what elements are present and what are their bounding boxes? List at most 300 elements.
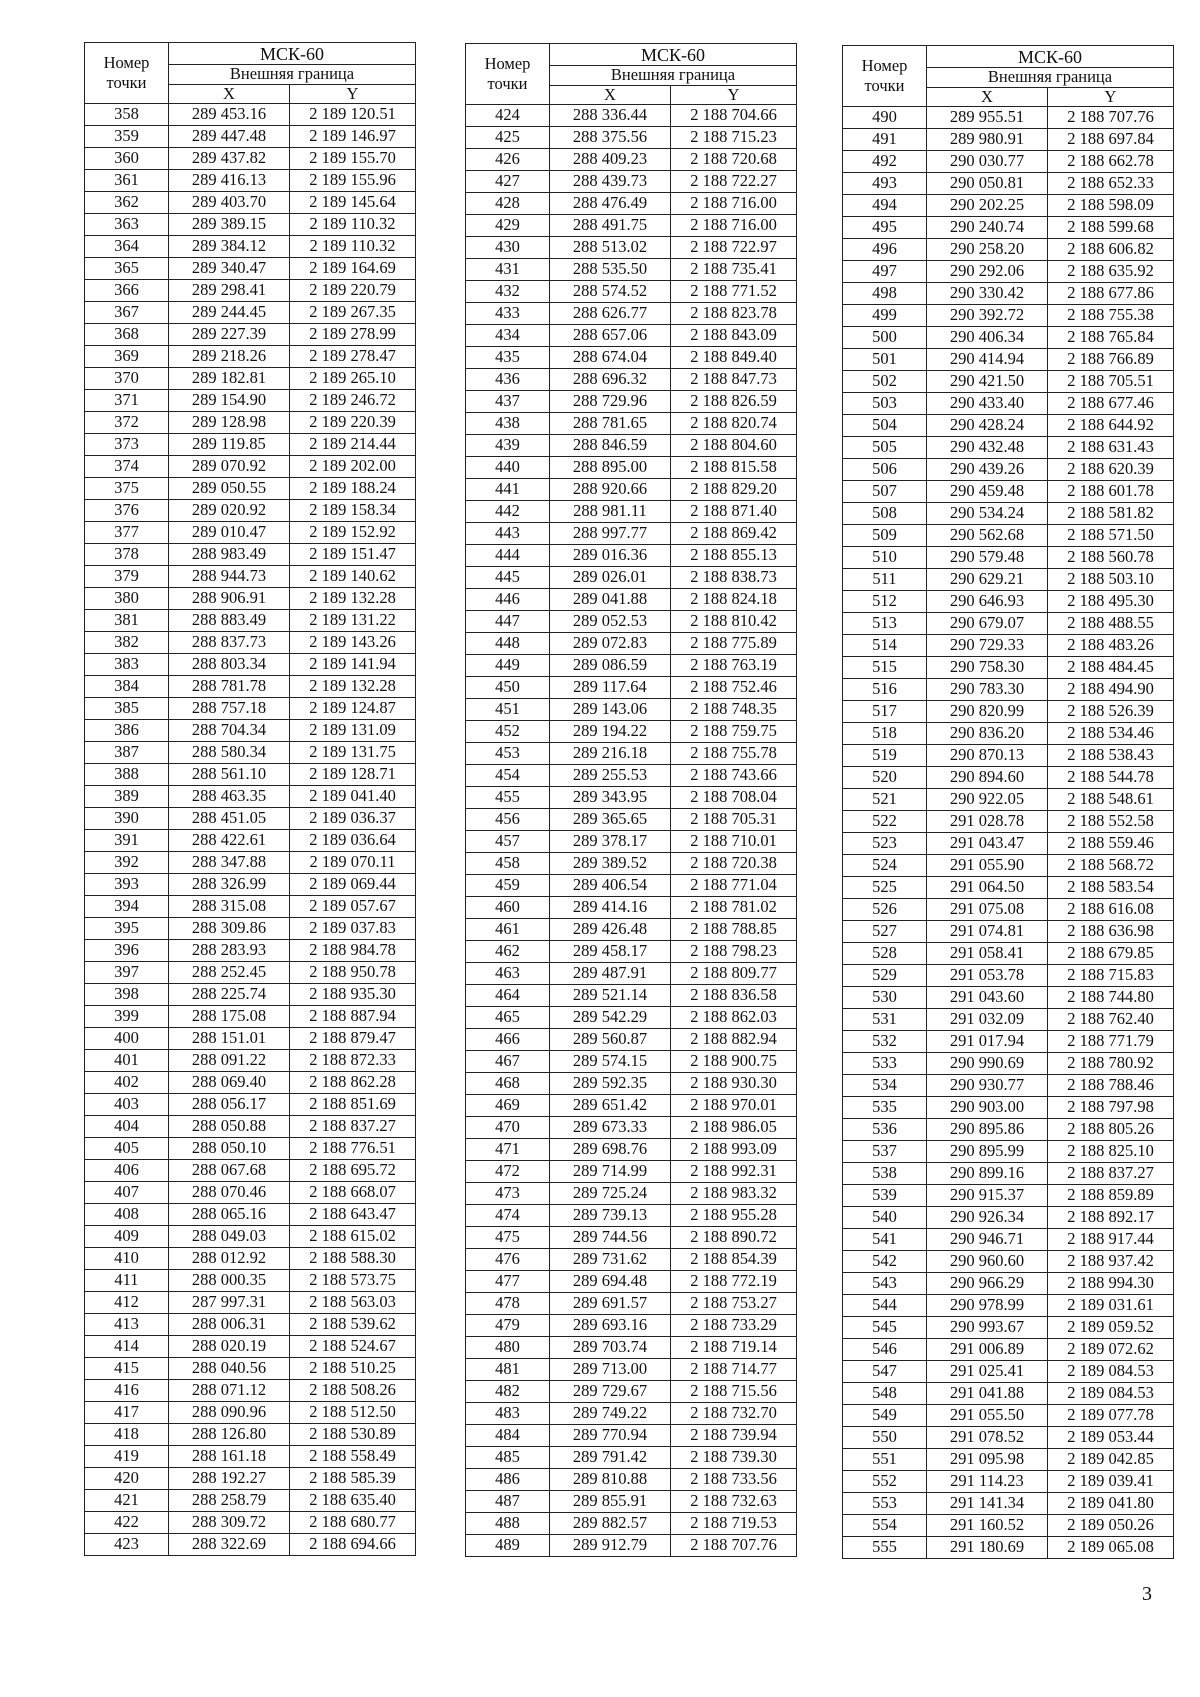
x-coordinate-cell: 290 903.00 — [927, 1097, 1048, 1119]
table-row — [843, 261, 1174, 283]
y-coordinate-cell: 2 188 733.29 — [671, 1315, 797, 1337]
point-number-cell: 448 — [466, 633, 550, 655]
x-coordinate-cell: 288 983.49 — [169, 544, 290, 566]
y-coordinate-cell: 2 189 059.52 — [1048, 1317, 1174, 1339]
y-coordinate-cell: 2 189 278.99 — [290, 324, 416, 346]
point-number-cell: 418 — [85, 1424, 169, 1446]
point-number-cell: 369 — [85, 346, 169, 368]
y-coordinate-cell: 2 188 892.17 — [1048, 1207, 1174, 1229]
y-coordinate-cell: 2 189 065.08 — [1048, 1537, 1174, 1559]
y-coordinate-cell: 2 188 601.78 — [1048, 481, 1174, 503]
y-coordinate-cell: 2 188 694.66 — [290, 1534, 416, 1556]
point-number-cell: 405 — [85, 1138, 169, 1160]
y-coordinate-cell: 2 188 772.19 — [671, 1271, 797, 1293]
x-coordinate-cell: 291 006.89 — [927, 1339, 1048, 1361]
point-number-cell: 551 — [843, 1449, 927, 1471]
x-coordinate-cell: 289 426.48 — [550, 919, 671, 941]
x-coordinate-cell: 289 154.90 — [169, 390, 290, 412]
x-coordinate-cell: 288 000.35 — [169, 1270, 290, 1292]
x-coordinate-cell: 288 326.99 — [169, 874, 290, 896]
x-coordinate-cell: 291 041.88 — [927, 1383, 1048, 1405]
point-number-cell: 536 — [843, 1119, 927, 1141]
point-number-cell: 450 — [466, 677, 550, 699]
x-coordinate-cell: 291 074.81 — [927, 921, 1048, 943]
x-coordinate-cell: 289 117.64 — [550, 677, 671, 699]
table-row — [85, 456, 416, 478]
y-coordinate-cell: 2 188 781.02 — [671, 897, 797, 919]
table-row — [85, 1512, 416, 1534]
x-coordinate-cell: 289 739.13 — [550, 1205, 671, 1227]
y-coordinate-cell: 2 188 743.66 — [671, 765, 797, 787]
point-number-cell: 534 — [843, 1075, 927, 1097]
point-number-cell: 439 — [466, 435, 550, 457]
point-number-cell: 464 — [466, 985, 550, 1007]
x-coordinate-cell: 289 414.16 — [550, 897, 671, 919]
y-coordinate-cell: 2 189 110.32 — [290, 236, 416, 258]
x-coordinate-cell: 289 521.14 — [550, 985, 671, 1007]
y-coordinate-cell: 2 189 042.85 — [1048, 1449, 1174, 1471]
y-coordinate-cell: 2 188 484.45 — [1048, 657, 1174, 679]
x-column-header: X — [169, 85, 290, 104]
point-number-cell: 478 — [466, 1293, 550, 1315]
point-number-cell: 552 — [843, 1471, 927, 1493]
y-coordinate-cell: 2 189 077.78 — [1048, 1405, 1174, 1427]
point-number-header — [843, 46, 927, 107]
point-number-cell: 488 — [466, 1513, 550, 1535]
table-row — [466, 655, 797, 677]
table-row — [843, 1383, 1174, 1405]
y-coordinate-cell: 2 188 679.85 — [1048, 943, 1174, 965]
table-row — [85, 1006, 416, 1028]
y-coordinate-cell: 2 188 704.66 — [671, 105, 797, 127]
point-number-header — [85, 43, 169, 104]
table-row — [85, 1446, 416, 1468]
x-coordinate-cell: 288 580.34 — [169, 742, 290, 764]
point-number-cell: 415 — [85, 1358, 169, 1380]
y-coordinate-cell: 2 188 705.31 — [671, 809, 797, 831]
table-row — [85, 830, 416, 852]
x-coordinate-cell: 288 091.22 — [169, 1050, 290, 1072]
table-row — [85, 1050, 416, 1072]
point-number-cell: 508 — [843, 503, 927, 525]
x-coordinate-cell: 289 731.62 — [550, 1249, 671, 1271]
y-coordinate-cell: 2 189 246.72 — [290, 390, 416, 412]
point-number-cell: 530 — [843, 987, 927, 1009]
y-coordinate-cell: 2 188 644.92 — [1048, 415, 1174, 437]
table-row — [466, 1117, 797, 1139]
y-coordinate-cell: 2 188 588.30 — [290, 1248, 416, 1270]
x-coordinate-cell: 291 043.60 — [927, 987, 1048, 1009]
point-number-cell: 402 — [85, 1072, 169, 1094]
x-coordinate-cell: 290 050.81 — [927, 173, 1048, 195]
point-number-cell: 465 — [466, 1007, 550, 1029]
table-row — [85, 544, 416, 566]
point-number-cell: 544 — [843, 1295, 927, 1317]
table-row — [843, 899, 1174, 921]
y-coordinate-cell: 2 189 131.09 — [290, 720, 416, 742]
point-number-cell: 540 — [843, 1207, 927, 1229]
table-row — [843, 283, 1174, 305]
x-coordinate-cell: 291 160.52 — [927, 1515, 1048, 1537]
table-row — [843, 591, 1174, 613]
point-number-cell: 505 — [843, 437, 927, 459]
x-coordinate-cell: 289 194.22 — [550, 721, 671, 743]
table-row — [843, 503, 1174, 525]
y-coordinate-cell: 2 188 887.94 — [290, 1006, 416, 1028]
y-coordinate-cell: 2 188 716.00 — [671, 193, 797, 215]
table-row — [466, 1227, 797, 1249]
y-coordinate-cell: 2 188 558.49 — [290, 1446, 416, 1468]
boundary-header: Внешняя граница — [169, 65, 416, 85]
point-number-cell: 452 — [466, 721, 550, 743]
x-coordinate-cell: 290 946.71 — [927, 1229, 1048, 1251]
table-row — [466, 1293, 797, 1315]
point-number-cell: 433 — [466, 303, 550, 325]
x-coordinate-cell: 288 161.18 — [169, 1446, 290, 1468]
table-row — [85, 148, 416, 170]
point-number-cell: 391 — [85, 830, 169, 852]
y-coordinate-cell: 2 188 662.78 — [1048, 151, 1174, 173]
y-coordinate-cell: 2 188 539.62 — [290, 1314, 416, 1336]
x-coordinate-cell: 288 126.80 — [169, 1424, 290, 1446]
table-row — [843, 1515, 1174, 1537]
point-number-cell: 463 — [466, 963, 550, 985]
point-number-cell: 517 — [843, 701, 927, 723]
y-coordinate-cell: 2 188 739.30 — [671, 1447, 797, 1469]
table-row — [843, 855, 1174, 877]
x-coordinate-cell: 288 309.72 — [169, 1512, 290, 1534]
y-coordinate-cell: 2 188 815.58 — [671, 457, 797, 479]
table-row — [466, 1271, 797, 1293]
page-number: 3 — [1142, 1583, 1152, 1605]
x-coordinate-cell: 289 389.15 — [169, 214, 290, 236]
x-coordinate-cell: 288 322.69 — [169, 1534, 290, 1556]
table-row — [466, 919, 797, 941]
table-row — [466, 589, 797, 611]
y-coordinate-cell: 2 188 994.30 — [1048, 1273, 1174, 1295]
y-coordinate-cell: 2 189 146.97 — [290, 126, 416, 148]
table-row — [85, 786, 416, 808]
table-row — [466, 1337, 797, 1359]
x-coordinate-cell: 290 421.50 — [927, 371, 1048, 393]
x-coordinate-cell: 290 406.34 — [927, 327, 1048, 349]
point-number-cell: 473 — [466, 1183, 550, 1205]
x-coordinate-cell: 290 729.33 — [927, 635, 1048, 657]
y-coordinate-cell: 2 188 890.72 — [671, 1227, 797, 1249]
x-coordinate-cell: 288 846.59 — [550, 435, 671, 457]
x-coordinate-cell: 289 458.17 — [550, 941, 671, 963]
point-number-cell: 529 — [843, 965, 927, 987]
x-coordinate-cell: 289 298.41 — [169, 280, 290, 302]
x-coordinate-cell: 289 453.16 — [169, 104, 290, 126]
table-row — [466, 501, 797, 523]
y-coordinate-cell: 2 188 643.47 — [290, 1204, 416, 1226]
table-row — [843, 239, 1174, 261]
table-row — [843, 701, 1174, 723]
table-row — [843, 459, 1174, 481]
x-coordinate-cell: 291 028.78 — [927, 811, 1048, 833]
x-coordinate-cell: 288 803.34 — [169, 654, 290, 676]
x-coordinate-cell: 289 050.55 — [169, 478, 290, 500]
y-coordinate-cell: 2 188 823.78 — [671, 303, 797, 325]
table-row — [85, 764, 416, 786]
x-coordinate-cell: 291 078.52 — [927, 1427, 1048, 1449]
point-number-cell: 490 — [843, 107, 927, 129]
y-coordinate-cell: 2 189 278.47 — [290, 346, 416, 368]
x-coordinate-cell: 290 030.77 — [927, 151, 1048, 173]
point-number-cell: 494 — [843, 195, 927, 217]
table-row — [85, 1314, 416, 1336]
y-coordinate-cell: 2 188 599.68 — [1048, 217, 1174, 239]
table-row — [843, 877, 1174, 899]
point-number-cell: 412 — [85, 1292, 169, 1314]
y-coordinate-cell: 2 188 739.94 — [671, 1425, 797, 1447]
x-coordinate-cell: 289 698.76 — [550, 1139, 671, 1161]
x-coordinate-cell: 290 629.21 — [927, 569, 1048, 591]
table-row — [843, 635, 1174, 657]
y-coordinate-cell: 2 188 859.89 — [1048, 1185, 1174, 1207]
y-coordinate-cell: 2 189 214.44 — [290, 434, 416, 456]
point-number-cell: 388 — [85, 764, 169, 786]
table-row — [85, 1138, 416, 1160]
point-number-cell: 399 — [85, 1006, 169, 1028]
point-number-cell: 398 — [85, 984, 169, 1006]
x-coordinate-cell: 290 978.99 — [927, 1295, 1048, 1317]
table-row — [843, 1339, 1174, 1361]
point-number-cell: 549 — [843, 1405, 927, 1427]
point-number-cell: 474 — [466, 1205, 550, 1227]
x-coordinate-cell: 289 651.42 — [550, 1095, 671, 1117]
point-number-cell: 376 — [85, 500, 169, 522]
x-coordinate-cell: 289 343.95 — [550, 787, 671, 809]
x-coordinate-cell: 288 070.46 — [169, 1182, 290, 1204]
point-number-cell: 460 — [466, 897, 550, 919]
table-row — [85, 1028, 416, 1050]
x-coordinate-cell: 289 574.15 — [550, 1051, 671, 1073]
point-number-header-line1: Номер — [861, 56, 908, 76]
x-coordinate-cell: 291 055.50 — [927, 1405, 1048, 1427]
x-coordinate-cell: 288 050.88 — [169, 1116, 290, 1138]
x-coordinate-cell: 288 422.61 — [169, 830, 290, 852]
point-number-header-line2: точки — [864, 76, 905, 95]
table-row — [85, 258, 416, 280]
table-row — [466, 391, 797, 413]
y-coordinate-cell: 2 188 598.09 — [1048, 195, 1174, 217]
point-number-cell: 377 — [85, 522, 169, 544]
point-number-cell: 435 — [466, 347, 550, 369]
point-number-cell: 395 — [85, 918, 169, 940]
point-number-cell: 373 — [85, 434, 169, 456]
x-coordinate-cell: 290 330.42 — [927, 283, 1048, 305]
table-row — [85, 1116, 416, 1138]
point-number-cell: 538 — [843, 1163, 927, 1185]
x-coordinate-cell: 289 020.92 — [169, 500, 290, 522]
table-row — [466, 127, 797, 149]
point-number-cell: 520 — [843, 767, 927, 789]
table-row — [843, 987, 1174, 1009]
coordinates-table-body — [466, 105, 797, 1557]
point-number-cell: 545 — [843, 1317, 927, 1339]
point-number-cell: 390 — [85, 808, 169, 830]
x-coordinate-cell: 288 674.04 — [550, 347, 671, 369]
x-coordinate-cell: 291 058.41 — [927, 943, 1048, 965]
table-row — [85, 654, 416, 676]
y-coordinate-cell: 2 188 568.72 — [1048, 855, 1174, 877]
y-coordinate-cell: 2 189 036.37 — [290, 808, 416, 830]
point-number-cell: 368 — [85, 324, 169, 346]
point-number-cell: 511 — [843, 569, 927, 591]
x-coordinate-cell: 290 428.24 — [927, 415, 1048, 437]
table-row — [843, 1229, 1174, 1251]
x-coordinate-cell: 288 757.18 — [169, 698, 290, 720]
coordinates-table-body — [85, 104, 416, 1556]
table-row — [85, 610, 416, 632]
table-row — [466, 325, 797, 347]
table-row — [843, 393, 1174, 415]
x-coordinate-cell: 288 283.93 — [169, 940, 290, 962]
x-coordinate-cell: 288 065.16 — [169, 1204, 290, 1226]
point-number-cell: 458 — [466, 853, 550, 875]
y-coordinate-cell: 2 188 872.33 — [290, 1050, 416, 1072]
table-row — [85, 962, 416, 984]
y-coordinate-cell: 2 188 847.73 — [671, 369, 797, 391]
x-coordinate-cell: 289 560.87 — [550, 1029, 671, 1051]
y-coordinate-cell: 2 189 128.71 — [290, 764, 416, 786]
table-row — [466, 1513, 797, 1535]
x-coordinate-cell: 288 451.05 — [169, 808, 290, 830]
table-row — [843, 1097, 1174, 1119]
table-row — [85, 852, 416, 874]
x-coordinate-cell: 291 017.94 — [927, 1031, 1048, 1053]
x-coordinate-cell: 290 258.20 — [927, 239, 1048, 261]
point-number-cell: 466 — [466, 1029, 550, 1051]
table-row — [843, 1449, 1174, 1471]
x-coordinate-cell: 288 375.56 — [550, 127, 671, 149]
point-number-cell: 437 — [466, 391, 550, 413]
table-row — [466, 347, 797, 369]
table-row — [466, 721, 797, 743]
y-coordinate-cell: 2 188 722.97 — [671, 237, 797, 259]
point-number-header-line2: точки — [106, 73, 147, 92]
table-row — [85, 1380, 416, 1402]
table-row — [843, 525, 1174, 547]
table-row — [466, 743, 797, 765]
table-row — [843, 1405, 1174, 1427]
point-number-cell: 459 — [466, 875, 550, 897]
point-number-cell: 469 — [466, 1095, 550, 1117]
point-number-cell: 541 — [843, 1229, 927, 1251]
x-coordinate-cell: 290 870.13 — [927, 745, 1048, 767]
point-number-cell: 446 — [466, 589, 550, 611]
y-coordinate-cell: 2 188 993.09 — [671, 1139, 797, 1161]
x-coordinate-cell: 289 791.42 — [550, 1447, 671, 1469]
table-row — [466, 215, 797, 237]
table-row — [466, 413, 797, 435]
point-number-cell: 361 — [85, 170, 169, 192]
point-number-cell: 408 — [85, 1204, 169, 1226]
point-number-cell: 486 — [466, 1469, 550, 1491]
point-number-cell: 524 — [843, 855, 927, 877]
x-coordinate-cell: 287 997.31 — [169, 1292, 290, 1314]
point-number-cell: 389 — [85, 786, 169, 808]
y-coordinate-cell: 2 188 708.04 — [671, 787, 797, 809]
table-row — [466, 567, 797, 589]
point-number-cell: 367 — [85, 302, 169, 324]
table-row — [85, 478, 416, 500]
x-coordinate-cell: 289 403.70 — [169, 192, 290, 214]
table-row — [466, 1425, 797, 1447]
x-coordinate-cell: 288 225.74 — [169, 984, 290, 1006]
point-number-cell: 378 — [85, 544, 169, 566]
coordinate-system-header: МСК-60 — [169, 43, 416, 65]
y-coordinate-cell: 2 188 733.56 — [671, 1469, 797, 1491]
y-coordinate-cell: 2 188 837.27 — [1048, 1163, 1174, 1185]
table-row — [843, 679, 1174, 701]
x-column-header: X — [550, 86, 671, 105]
table-row — [843, 217, 1174, 239]
y-coordinate-cell: 2 188 483.26 — [1048, 635, 1174, 657]
x-coordinate-cell: 291 043.47 — [927, 833, 1048, 855]
table-row — [843, 745, 1174, 767]
y-coordinate-cell: 2 188 983.32 — [671, 1183, 797, 1205]
x-coordinate-cell: 288 906.91 — [169, 588, 290, 610]
point-number-cell: 501 — [843, 349, 927, 371]
y-coordinate-cell: 2 188 538.43 — [1048, 745, 1174, 767]
table-row — [85, 698, 416, 720]
y-coordinate-cell: 2 188 510.25 — [290, 1358, 416, 1380]
x-coordinate-cell: 290 392.72 — [927, 305, 1048, 327]
x-coordinate-cell: 290 895.86 — [927, 1119, 1048, 1141]
point-number-cell: 404 — [85, 1116, 169, 1138]
x-coordinate-cell: 289 384.12 — [169, 236, 290, 258]
x-coordinate-cell: 291 095.98 — [927, 1449, 1048, 1471]
point-number-cell: 370 — [85, 368, 169, 390]
y-coordinate-cell: 2 188 719.14 — [671, 1337, 797, 1359]
x-coordinate-cell: 288 696.32 — [550, 369, 671, 391]
point-number-cell: 381 — [85, 610, 169, 632]
y-coordinate-cell: 2 188 714.77 — [671, 1359, 797, 1381]
point-number-cell: 380 — [85, 588, 169, 610]
point-number-cell: 497 — [843, 261, 927, 283]
table-row — [843, 569, 1174, 591]
table-row — [466, 369, 797, 391]
table-row — [466, 171, 797, 193]
y-coordinate-cell: 2 188 707.76 — [1048, 107, 1174, 129]
y-coordinate-cell: 2 188 855.13 — [671, 545, 797, 567]
point-number-cell: 537 — [843, 1141, 927, 1163]
table-row — [843, 833, 1174, 855]
table-row — [85, 346, 416, 368]
x-coordinate-cell: 289 744.56 — [550, 1227, 671, 1249]
y-coordinate-cell: 2 188 615.02 — [290, 1226, 416, 1248]
table-row — [843, 1031, 1174, 1053]
x-coordinate-cell: 289 855.91 — [550, 1491, 671, 1513]
table-row — [843, 547, 1174, 569]
y-coordinate-cell: 2 188 837.27 — [290, 1116, 416, 1138]
table-row — [466, 963, 797, 985]
x-coordinate-cell: 289 955.51 — [927, 107, 1048, 129]
point-number-cell: 359 — [85, 126, 169, 148]
table-row — [85, 302, 416, 324]
point-number-cell: 407 — [85, 1182, 169, 1204]
x-coordinate-cell: 290 926.34 — [927, 1207, 1048, 1229]
point-number-cell: 480 — [466, 1337, 550, 1359]
x-coordinate-cell: 290 836.20 — [927, 723, 1048, 745]
point-number-cell: 485 — [466, 1447, 550, 1469]
table-row — [843, 723, 1174, 745]
y-coordinate-cell: 2 188 732.70 — [671, 1403, 797, 1425]
y-coordinate-cell: 2 188 677.86 — [1048, 283, 1174, 305]
